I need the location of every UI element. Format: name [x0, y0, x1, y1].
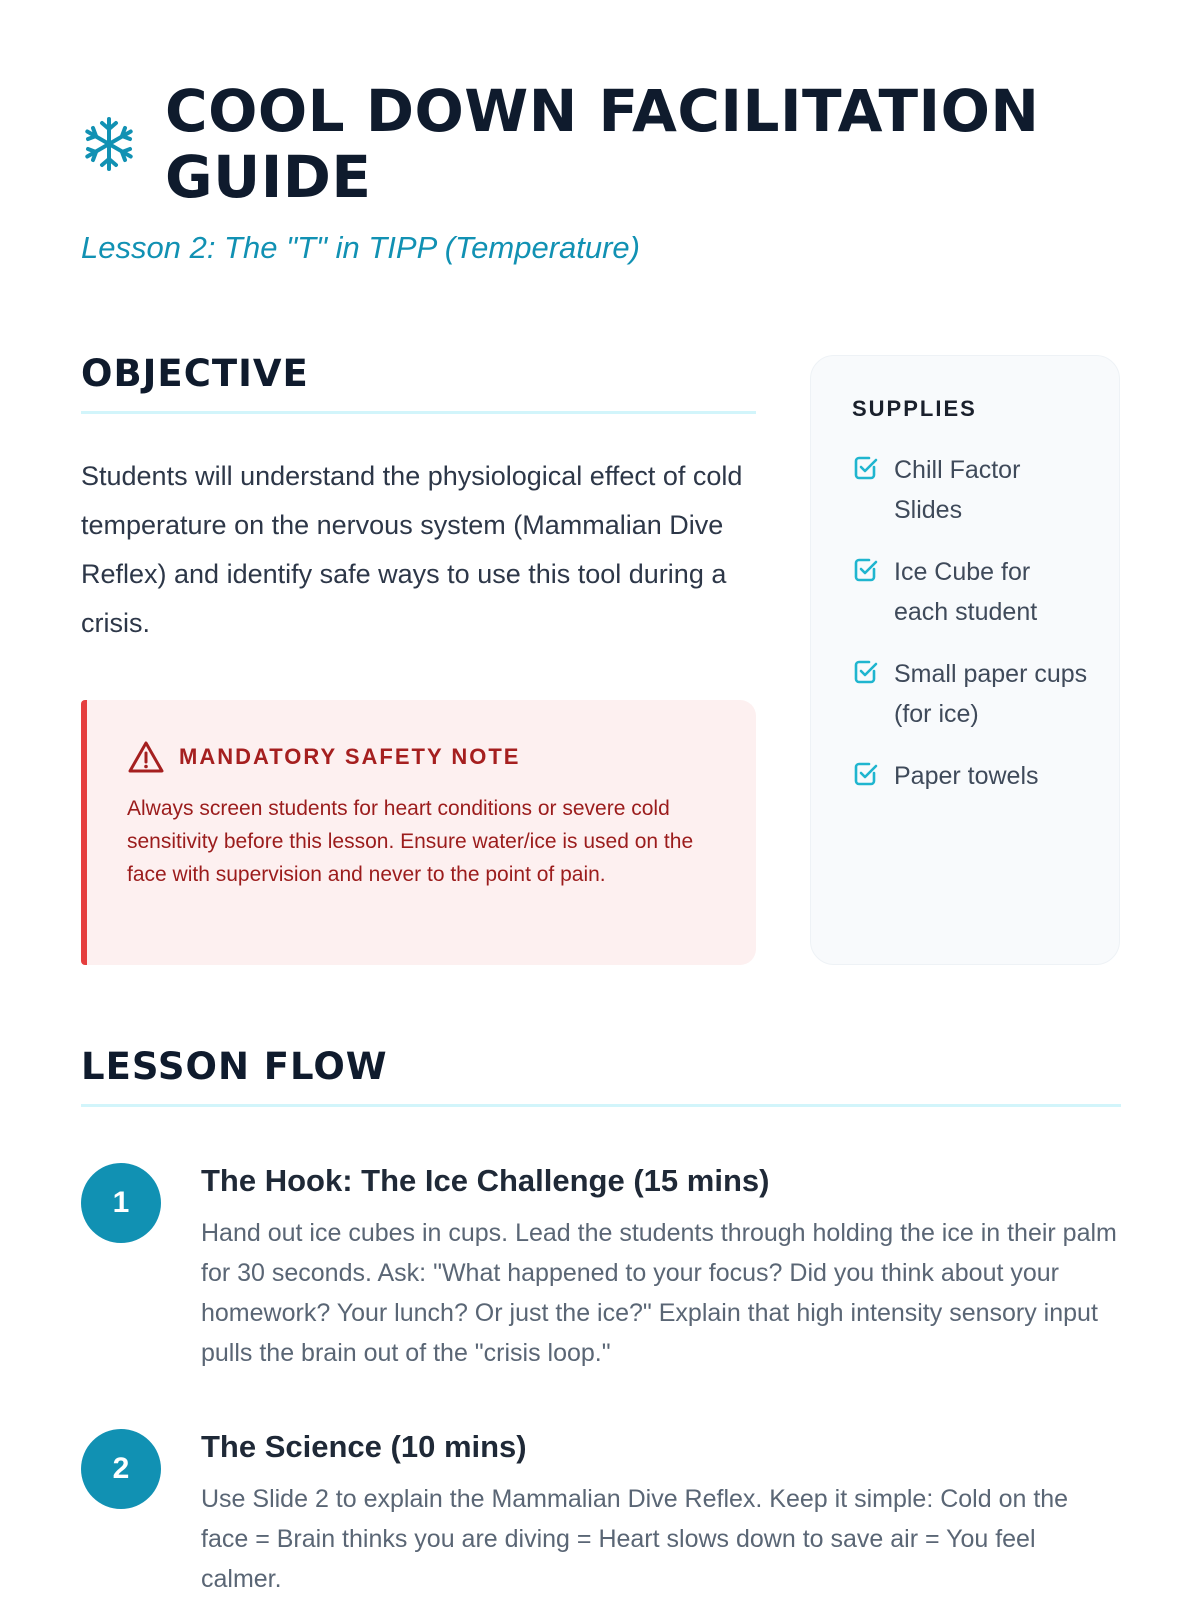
- supplies-panel: [810, 355, 1120, 965]
- supply-label: Ice Cube for each student: [894, 558, 1038, 626]
- safety-note-callout: [81, 700, 756, 965]
- checkbox-checked-icon: [852, 760, 880, 788]
- supply-label: Chill Factor Slides: [894, 456, 1021, 524]
- lesson-step: [81, 1425, 1121, 1599]
- safety-note-text: Always screen students for heart conditions or severe cold sensitivity before this lesson. Ensure water/ice is used on the face with supervision and never to the point of pain.: [127, 797, 694, 886]
- objective-section: [81, 352, 756, 648]
- step-description: Use Slide 2 to explain the Mammalian Dive Reflex. Keep it simple: Cold on the face = Brain thinks you are diving = Heart slows down to save air = You feel calmer.: [201, 1485, 1069, 1593]
- checkbox-checked-icon: [852, 556, 880, 584]
- objective-text: Students will understand the physiological effect of cold temperature on the nervous system (Mammalian Dive Reflex) and identify safe ways to use this tool during a crisis.: [81, 461, 743, 638]
- supplies-heading: SUPPLIES: [852, 396, 977, 421]
- objective-heading: OBJECTIVE: [81, 352, 756, 414]
- snowflake-icon: [81, 116, 137, 172]
- supply-label: Small paper cups (for ice): [894, 660, 1088, 728]
- checkbox-checked-icon: [852, 658, 880, 686]
- page-title: COOL DOWN FACILITATION GUIDE: [165, 77, 1040, 211]
- checkbox-checked-icon: [852, 454, 880, 482]
- supply-item: [852, 756, 1089, 796]
- lesson-subtitle: Lesson 2: The "T" in TIPP (Temperature): [81, 230, 640, 265]
- supply-label: Paper towels: [894, 762, 1039, 790]
- supply-item: [852, 654, 1089, 734]
- step-title: The Hook: The Ice Challenge (15 mins): [201, 1163, 770, 1198]
- page-header: [81, 78, 1121, 266]
- lesson-step: [81, 1159, 1121, 1373]
- step-number-badge: 2: [81, 1429, 161, 1509]
- safety-note-header: [127, 740, 720, 774]
- title-row: [81, 78, 1121, 210]
- step-title: The Science (10 mins): [201, 1429, 527, 1464]
- safety-note-title: MANDATORY SAFETY NOTE: [179, 744, 521, 769]
- lesson-flow-heading: LESSON FLOW: [81, 1045, 1121, 1107]
- step-description: Hand out ice cubes in cups. Lead the students through holding the ice in their palm for 30 seconds. Ask: "What happened to your focus? Did you think about your homework? Your lunch? Or just the ice?" Explain that high intensity sensory input pulls the brain out of the "crisis loop.": [201, 1219, 1117, 1367]
- step-number-badge: 1: [81, 1163, 161, 1243]
- supply-item: [852, 552, 1089, 632]
- warning-triangle-icon: [127, 740, 165, 774]
- lesson-flow-section: [81, 1045, 1121, 1599]
- supply-item: [852, 450, 1089, 530]
